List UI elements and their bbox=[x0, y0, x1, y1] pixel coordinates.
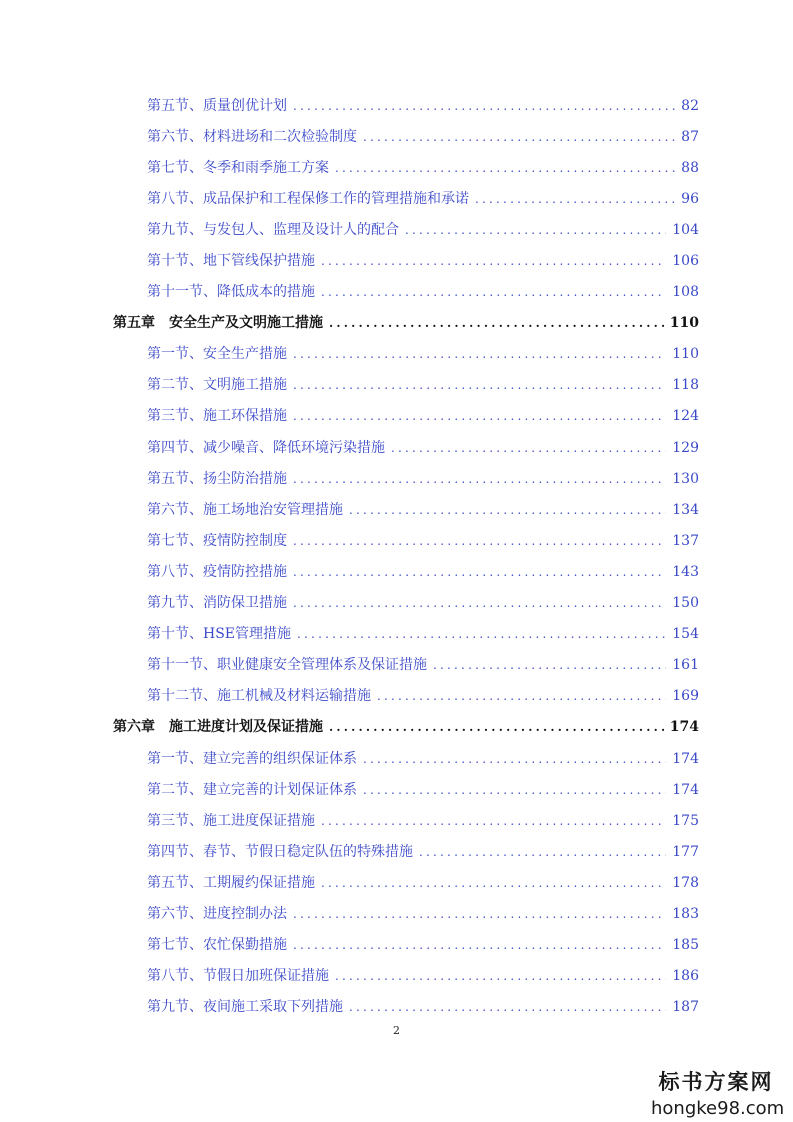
table-of-contents bbox=[0, 90, 793, 1023]
toc-entry-page: 185 bbox=[672, 937, 699, 954]
toc-entry-page: 161 bbox=[672, 657, 699, 674]
toc-chapter-entry[interactable] bbox=[0, 712, 793, 743]
toc-section-entry[interactable] bbox=[0, 277, 793, 308]
toc-entry-label: 第十一节、职业健康安全管理体系及保证措施 bbox=[147, 657, 427, 674]
toc-entry-page: 174 bbox=[672, 781, 699, 798]
toc-section-entry[interactable] bbox=[0, 401, 793, 432]
toc-entry-page: 137 bbox=[672, 532, 699, 549]
toc-entry-page: 110 bbox=[669, 315, 699, 332]
toc-section-entry[interactable] bbox=[0, 867, 793, 898]
toc-entry-page: 187 bbox=[672, 999, 699, 1016]
toc-section-entry[interactable] bbox=[0, 214, 793, 245]
toc-entry-label: 第七节、疫情防控制度 bbox=[147, 532, 287, 549]
toc-section-entry[interactable] bbox=[0, 681, 793, 712]
toc-leader-dots bbox=[329, 721, 664, 733]
toc-entry-label: 第十节、地下管线保护措施 bbox=[147, 253, 315, 270]
toc-entry-label: 第九节、与发包人、监理及设计人的配合 bbox=[147, 221, 399, 238]
toc-entry-page: 104 bbox=[672, 221, 699, 238]
toc-section-entry[interactable] bbox=[0, 90, 793, 121]
toc-entry-label: 第二节、建立完善的计划保证体系 bbox=[147, 781, 357, 798]
toc-entry-label: 第九节、夜间施工采取下列措施 bbox=[147, 999, 343, 1016]
toc-leader-dots bbox=[405, 224, 666, 236]
toc-leader-dots bbox=[329, 317, 664, 329]
toc-section-entry[interactable] bbox=[0, 556, 793, 587]
toc-leader-dots bbox=[293, 535, 666, 547]
toc-entry-page: 150 bbox=[672, 595, 699, 612]
toc-section-entry[interactable] bbox=[0, 152, 793, 183]
toc-section-entry[interactable] bbox=[0, 619, 793, 650]
toc-entry-page: 175 bbox=[672, 812, 699, 829]
toc-entry-page: 134 bbox=[672, 501, 699, 518]
toc-leader-dots bbox=[419, 846, 666, 858]
toc-section-entry[interactable] bbox=[0, 370, 793, 401]
toc-entry-label: 第三节、施工进度保证措施 bbox=[147, 812, 315, 829]
toc-entry-label: 第六节、材料进场和二次检验制度 bbox=[147, 128, 357, 145]
toc-entry-page: 178 bbox=[672, 874, 699, 891]
toc-entry-label: 第六节、施工场地治安管理措施 bbox=[147, 501, 343, 518]
toc-entry-page: 87 bbox=[681, 128, 699, 145]
toc-entry-label: 第一节、建立完善的组织保证体系 bbox=[147, 750, 357, 767]
toc-entry-page: 143 bbox=[672, 563, 699, 580]
toc-leader-dots bbox=[293, 473, 666, 485]
toc-leader-dots bbox=[293, 566, 666, 578]
toc-entry-page: 130 bbox=[672, 470, 699, 487]
toc-entry-label: 第五节、扬尘防治措施 bbox=[147, 470, 287, 487]
toc-leader-dots bbox=[293, 100, 675, 112]
toc-entry-label: 第十节、HSE管理措施 bbox=[147, 626, 292, 643]
toc-section-entry[interactable] bbox=[0, 992, 793, 1023]
toc-entry-label: 第九节、消防保卫措施 bbox=[147, 595, 287, 612]
toc-entry-page: 174 bbox=[669, 719, 699, 736]
toc-leader-dots bbox=[293, 939, 666, 951]
toc-leader-dots bbox=[293, 597, 666, 609]
toc-entry-label: 第八节、成品保护和工程保修工作的管理措施和承诺 bbox=[147, 190, 469, 207]
toc-leader-dots bbox=[297, 628, 666, 640]
toc-leader-dots bbox=[335, 970, 666, 982]
toc-section-entry[interactable] bbox=[0, 961, 793, 992]
toc-entry-label: 第十一节、降低成本的措施 bbox=[147, 284, 315, 301]
toc-section-entry[interactable] bbox=[0, 121, 793, 152]
toc-entry-page: 124 bbox=[672, 408, 699, 425]
watermark-title: 标书方案网 bbox=[658, 1069, 774, 1094]
toc-section-entry[interactable] bbox=[0, 494, 793, 525]
toc-leader-dots bbox=[335, 162, 675, 174]
toc-entry-label: 第六章 施工进度计划及保证措施 bbox=[113, 719, 323, 736]
toc-entry-label: 第八节、疫情防控措施 bbox=[147, 563, 287, 580]
toc-leader-dots bbox=[363, 753, 666, 765]
toc-leader-dots bbox=[321, 255, 666, 267]
toc-entry-page: 106 bbox=[672, 253, 699, 270]
toc-section-entry[interactable] bbox=[0, 930, 793, 961]
toc-leader-dots bbox=[321, 815, 666, 827]
toc-section-entry[interactable] bbox=[0, 805, 793, 836]
toc-entry-label: 第二节、文明施工措施 bbox=[147, 377, 287, 394]
toc-entry-label: 第四节、春节、节假日稳定队伍的特殊措施 bbox=[147, 843, 413, 860]
toc-entry-label: 第一节、安全生产措施 bbox=[147, 346, 287, 363]
toc-entry-label: 第七节、农忙保勤措施 bbox=[147, 937, 287, 954]
toc-entry-label: 第七节、冬季和雨季施工方案 bbox=[147, 159, 329, 176]
toc-entry-label: 第五节、质量创优计划 bbox=[147, 97, 287, 114]
watermark-logo bbox=[651, 1066, 785, 1119]
toc-entry-page: 129 bbox=[672, 439, 699, 456]
toc-section-entry[interactable] bbox=[0, 245, 793, 276]
toc-entry-label: 第四节、减少噪音、降低环境污染措施 bbox=[147, 439, 385, 456]
toc-leader-dots bbox=[293, 410, 666, 422]
toc-entry-label: 第三节、施工环保措施 bbox=[147, 408, 287, 425]
watermark-url: hongke98.com bbox=[651, 1098, 785, 1119]
toc-entry-label: 第五节、工期履约保证措施 bbox=[147, 874, 315, 891]
toc-leader-dots bbox=[293, 379, 666, 391]
toc-entry-page: 110 bbox=[672, 346, 699, 363]
toc-leader-dots bbox=[377, 690, 666, 702]
toc-leader-dots bbox=[293, 908, 666, 920]
toc-section-entry[interactable] bbox=[0, 432, 793, 463]
toc-section-entry[interactable] bbox=[0, 836, 793, 867]
toc-entry-page: 88 bbox=[681, 159, 699, 176]
toc-entry-page: 183 bbox=[672, 905, 699, 922]
toc-entry-page: 154 bbox=[672, 626, 699, 643]
toc-entry-page: 96 bbox=[681, 190, 699, 207]
toc-entry-label: 第五章 安全生产及文明施工措施 bbox=[113, 315, 323, 332]
toc-chapter-entry[interactable] bbox=[0, 308, 793, 339]
toc-entry-page: 177 bbox=[672, 843, 699, 860]
toc-section-entry[interactable] bbox=[0, 743, 793, 774]
toc-leader-dots bbox=[475, 193, 675, 205]
toc-leader-dots bbox=[349, 504, 666, 516]
toc-entry-page: 169 bbox=[672, 688, 699, 705]
toc-section-entry[interactable] bbox=[0, 650, 793, 681]
toc-section-entry[interactable] bbox=[0, 183, 793, 214]
toc-entry-page: 186 bbox=[672, 968, 699, 985]
toc-leader-dots bbox=[433, 659, 666, 671]
toc-section-entry[interactable] bbox=[0, 898, 793, 929]
toc-section-entry[interactable] bbox=[0, 339, 793, 370]
page-number: 2 bbox=[393, 1024, 400, 1037]
toc-entry-page: 108 bbox=[672, 284, 699, 301]
toc-section-entry[interactable] bbox=[0, 463, 793, 494]
toc-leader-dots bbox=[293, 348, 666, 360]
toc-section-entry[interactable] bbox=[0, 525, 793, 556]
toc-section-entry[interactable] bbox=[0, 774, 793, 805]
toc-leader-dots bbox=[349, 1001, 666, 1013]
toc-entry-page: 118 bbox=[672, 377, 699, 394]
toc-entry-page: 82 bbox=[681, 97, 699, 114]
toc-entry-label: 第六节、进度控制办法 bbox=[147, 905, 287, 922]
toc-leader-dots bbox=[391, 442, 666, 454]
toc-entry-page: 174 bbox=[672, 750, 699, 767]
toc-leader-dots bbox=[363, 131, 675, 143]
toc-entry-label: 第八节、节假日加班保证措施 bbox=[147, 968, 329, 985]
toc-leader-dots bbox=[363, 784, 666, 796]
toc-leader-dots bbox=[321, 286, 666, 298]
toc-leader-dots bbox=[321, 877, 666, 889]
toc-entry-label: 第十二节、施工机械及材料运输措施 bbox=[147, 688, 371, 705]
toc-section-entry[interactable] bbox=[0, 588, 793, 619]
